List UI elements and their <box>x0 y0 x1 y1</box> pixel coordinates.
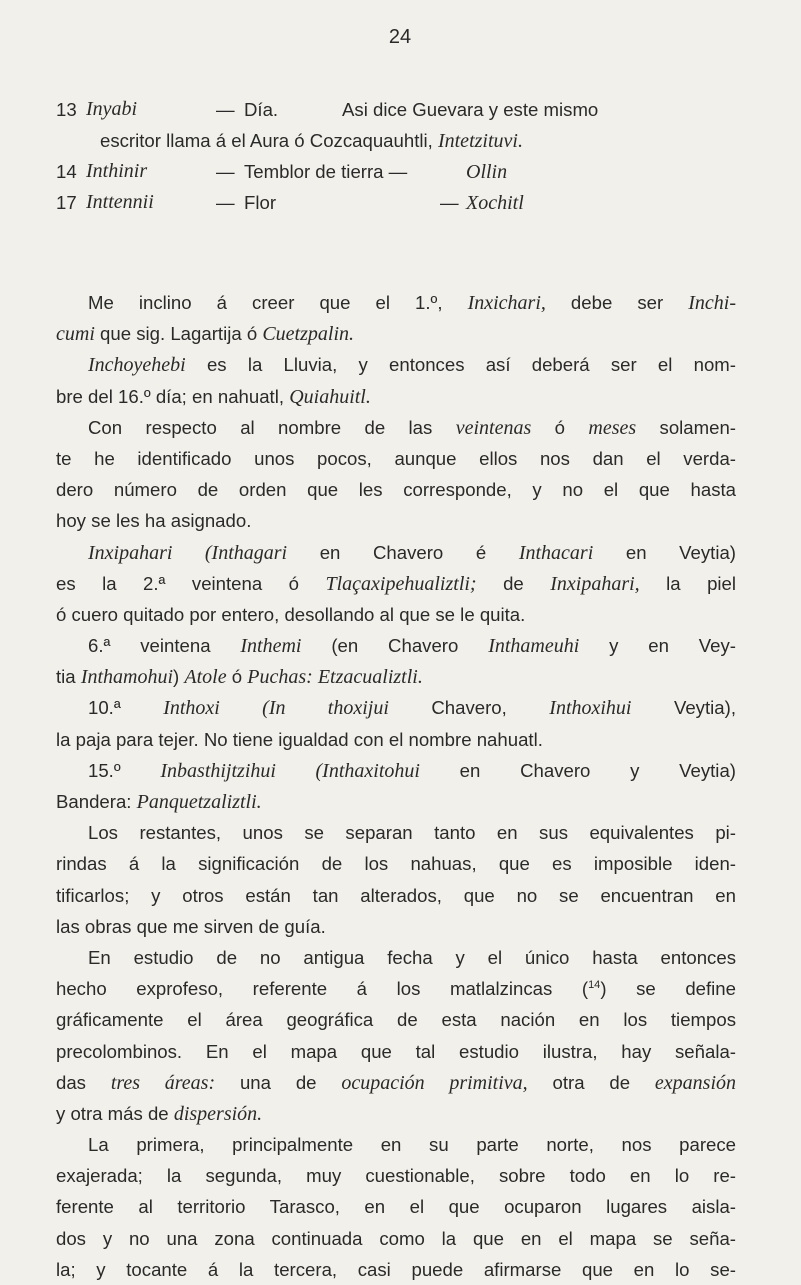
text-line <box>56 412 736 443</box>
italic-term: Inthoxi (In thoxijui <box>163 697 389 720</box>
footnote-ref: 14 <box>588 978 601 991</box>
row-note-continued <box>100 125 523 157</box>
text-line: dos y no una zona continuada como la que en el mapa se seña- <box>56 1227 736 1249</box>
text-line <box>56 537 736 568</box>
text-span: una de <box>215 1071 342 1093</box>
row-nahuatl <box>466 156 507 188</box>
row-definition: Temblor de tierra — <box>244 161 408 182</box>
text-line: ó cuero quitado por entero, desollando al que se le quita. <box>56 603 526 625</box>
row-note-text: escritor llama á el Aura ó Cozcaquauhtli, <box>100 130 438 151</box>
italic-term: Atole <box>184 666 227 689</box>
italic-term: Tlaçaxipehualiztli; <box>325 572 477 595</box>
italic-term: dispersión. <box>173 1102 263 1125</box>
text-span: Chavero, <box>388 697 550 719</box>
text-span: ó <box>226 666 248 688</box>
italic-term: Inthacari <box>518 541 594 564</box>
row-note-term: Intetzituvi. <box>437 130 523 152</box>
text-span: en Chavero é <box>287 541 519 563</box>
italic-term: Inthemi <box>240 635 302 658</box>
text-span: das <box>56 1071 111 1093</box>
text-span: en Veytia) <box>593 541 737 563</box>
italic-term: Puchas: Etzacualiztli. <box>247 666 423 689</box>
italic-term: Cuetzpalin. <box>262 323 355 346</box>
italic-term: meses <box>588 416 637 439</box>
text-span: 15.º <box>88 759 161 781</box>
text-span: en Chavero y Veytia) <box>419 759 736 781</box>
text-span: 6.ª veintena <box>88 635 241 657</box>
text-line: tificarlos; y otros están tan alterados, que no se encuentran en <box>56 884 736 906</box>
text-span: de <box>476 572 551 594</box>
day-names-table <box>56 94 736 218</box>
italic-term: tres áreas: <box>110 1071 216 1094</box>
italic-term: Inchoyehebi <box>88 354 186 377</box>
text-span: Bandera: <box>56 791 137 812</box>
italic-term: Inthameuhi <box>488 635 580 658</box>
italic-term: Inthoxihui <box>549 697 632 720</box>
row-nahuatl <box>466 187 524 219</box>
italic-term: veintenas <box>455 416 532 439</box>
body-text <box>56 287 736 1285</box>
text-span: Con respecto al nombre de las <box>88 416 456 438</box>
text-span: bre del 16.º día; en nahuatl, <box>56 385 290 407</box>
text-line <box>56 973 736 1004</box>
italic-term: ocupación primitiva, <box>341 1071 528 1094</box>
text-line: las obras que me sirven de guía. <box>56 915 326 937</box>
text-line: ferente al territorio Tarasco, en el que ocuparon lugares aisla- <box>56 1196 736 1218</box>
text-line: Los restantes, unos se separan tanto en sus equivalentes pi- <box>88 822 736 844</box>
row-term: Inttennii <box>86 191 154 213</box>
text-line <box>56 287 736 318</box>
text-line <box>56 349 736 380</box>
text-line <box>56 661 736 692</box>
row-note: Asi dice Guevara y este mismo <box>342 99 599 120</box>
text-line <box>56 755 736 786</box>
italic-term: Inxipahari (Inthagari <box>88 541 288 564</box>
text-line <box>56 1098 736 1129</box>
text-span: tia <box>56 666 81 688</box>
text-span: ) <box>173 666 185 688</box>
text-line: te he identificado unos pocos, aunque ellos nos dan el verda- <box>56 447 736 469</box>
row-dash: — <box>216 192 235 213</box>
table-row <box>56 187 736 218</box>
text-span: otra de <box>527 1071 655 1093</box>
text-span: Veytia), <box>631 697 736 719</box>
text-span: hecho exprofeso, referente á los matlalzincas ( <box>56 978 589 1000</box>
italic-term: Inxipahari, <box>550 572 640 595</box>
italic-term: cumi <box>56 323 95 346</box>
row-number: 14 <box>56 161 77 182</box>
text-line: la; y tocante á la tercera, casi puede afirmarse que en lo se- <box>56 1258 736 1280</box>
text-span: solamen- <box>636 416 736 438</box>
text-span: (en Chavero <box>301 635 489 657</box>
text-span: y otra más de <box>56 1102 174 1124</box>
text-span: 10.ª <box>88 697 164 719</box>
row-dash-2: — <box>440 192 459 213</box>
text-line: precolombinos. En el mapa que tal estudio ilustra, hay señala- <box>56 1040 736 1062</box>
text-span: ) se define <box>600 978 736 1000</box>
row-dash: — <box>216 161 235 182</box>
row-term: Inyabi <box>86 98 138 120</box>
text-line: exajerada; la segunda, muy cuestionable, sobre todo en lo re- <box>56 1165 736 1187</box>
row-number: 13 <box>56 99 77 120</box>
text-line: En estudio de no antigua fecha y el único hasta entonces <box>88 946 736 968</box>
text-line <box>56 630 736 661</box>
text-span: ó <box>531 416 589 438</box>
text-line <box>56 692 736 723</box>
italic-term: Panquetzaliztli. <box>136 791 262 813</box>
text-span: es la 2.ª veintena ó <box>56 572 326 594</box>
text-line: La primera, principalmente en su parte norte, nos parece <box>88 1134 736 1156</box>
text-span: es la Lluvia, y entonces así deberá ser el nom- <box>185 354 736 376</box>
row-number: 17 <box>56 192 77 213</box>
italic-term: Quiahuitl. <box>289 385 371 408</box>
row-dash: — <box>216 99 235 120</box>
italic-term: expansión <box>654 1071 736 1094</box>
italic-term: Inthamohui <box>80 666 174 689</box>
italic-term: Inxichari, <box>467 292 546 314</box>
table-row <box>56 156 736 187</box>
text-line: hoy se les ha asignado. <box>56 510 252 532</box>
row-definition: Flor <box>244 192 277 213</box>
italic-term: Inchi- <box>688 292 736 314</box>
italic-term: Inbasthijtzihui (Inthaxitohui <box>160 759 420 782</box>
text-span: Me inclino á creer que el 1.º, <box>88 292 468 313</box>
row-nahuatl-term: Ollin <box>466 161 508 183</box>
text-line: la paja para tejer. No tiene igualdad con el nombre nahuatl. <box>56 728 543 750</box>
text-line: rindas á la significación de los nahuas, que es imposible iden- <box>56 853 736 875</box>
text-line: dero número de orden que les corresponde, y no el que hasta <box>56 479 736 501</box>
text-span: la piel <box>639 572 737 594</box>
text-line <box>56 568 736 599</box>
text-span: y en Vey- <box>579 635 737 657</box>
text-line <box>56 1067 736 1098</box>
text-span: que sig. Lagartija ó <box>94 323 263 345</box>
text-line <box>56 381 736 412</box>
row-term: Inthinir <box>86 160 148 182</box>
table-row <box>56 94 736 125</box>
table-row-continuation <box>56 125 736 156</box>
text-line <box>56 318 736 349</box>
row-nahuatl-term: Xochitl <box>466 192 524 214</box>
row-definition: Día. <box>244 99 279 120</box>
page-number: 24 <box>388 26 412 48</box>
text-line <box>56 786 736 817</box>
text-line: gráficamente el área geográfica de esta nación en los tiempos <box>56 1009 736 1031</box>
text-span: debe ser <box>545 292 689 313</box>
